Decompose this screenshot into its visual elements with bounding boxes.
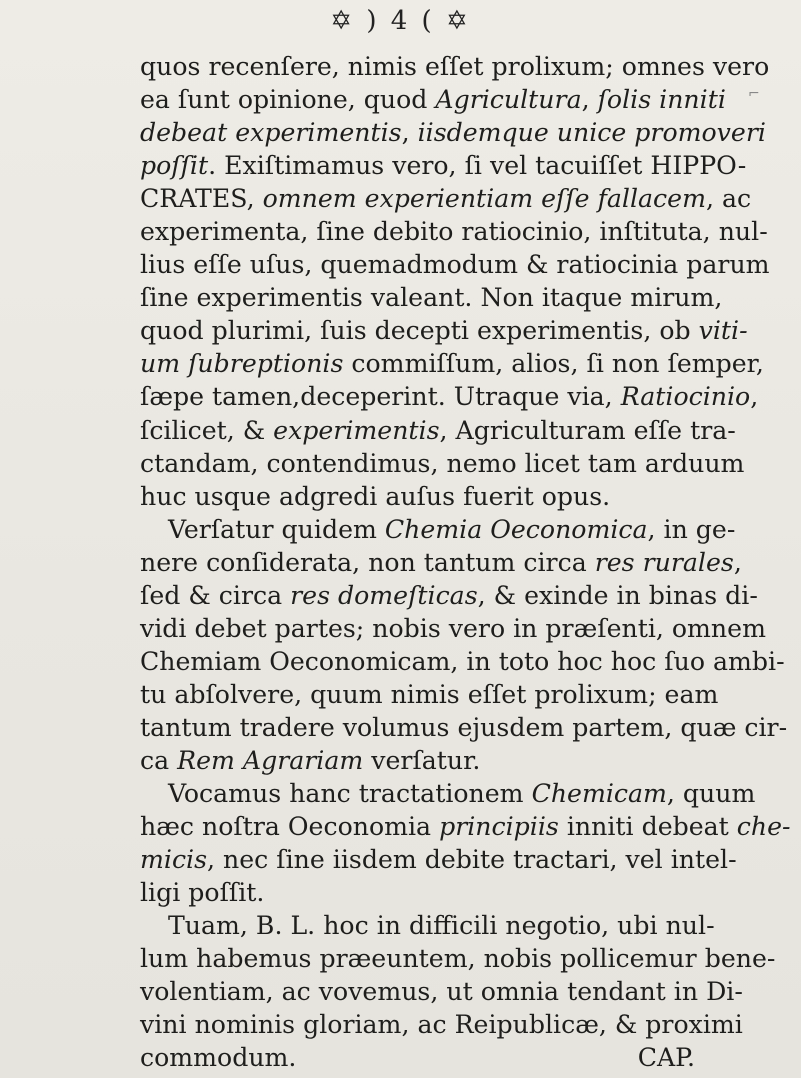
- text-line: [140, 314, 748, 347]
- text-run: ſcilicet, &: [140, 415, 274, 445]
- text-line: [140, 546, 742, 579]
- italic-run: micis: [140, 845, 208, 875]
- text-run: Vocamus hanc tractationem: [168, 779, 532, 809]
- text-run: commiſſum, alios, ſi non ſemper,: [343, 349, 764, 379]
- text-run: ca: [140, 745, 178, 775]
- text-line: [140, 1008, 743, 1041]
- text-line: [140, 579, 758, 612]
- italic-run: res domeſticas: [290, 580, 478, 610]
- page-number: ) 4 (: [366, 6, 435, 36]
- text-line: [140, 248, 770, 281]
- text-run: , in ge-: [647, 514, 736, 544]
- text-run: , Agriculturam eſſe tra-: [439, 415, 736, 445]
- italic-run: ſolis inniti: [597, 85, 726, 115]
- text-line: [140, 645, 785, 678]
- text-run: lius eſſe uſus, quemadmodum & ratiocinia parum: [140, 250, 770, 280]
- text-line: [140, 480, 695, 513]
- text-run: , & exinde in binas di-: [477, 580, 758, 610]
- text-run: , nec ſine iisdem debite tractari, vel intel-: [207, 845, 737, 875]
- paragraph: [140, 513, 788, 777]
- text-run: ſæpe tamen,deceperint. Utraque via,: [140, 382, 621, 412]
- text-run: , quum: [666, 779, 756, 809]
- text-run: . Exiſtimamus vero, ſi vel tacuiſſet HIPPO-: [208, 151, 747, 181]
- text-run: vini nominis gloriam, ac Reipublicæ, & proximi: [140, 1010, 743, 1040]
- text-run: commodum.: [140, 1043, 297, 1073]
- text-line: [140, 744, 695, 777]
- text-line: [140, 149, 747, 182]
- italic-run: experimentis: [273, 415, 440, 445]
- text-run: CAP.: [637, 1043, 695, 1073]
- paragraph: [140, 909, 776, 1074]
- text-run: ea ſunt opinione, quod: [140, 85, 436, 115]
- text-line: [140, 513, 736, 546]
- text-line: [140, 281, 723, 314]
- italic-run: poſſit: [140, 151, 209, 181]
- italic-run: che-: [736, 812, 791, 842]
- text-line: [140, 447, 745, 480]
- italic-run: Rem Agrariam: [177, 745, 364, 775]
- page-header: [0, 6, 801, 36]
- body-text: [140, 50, 791, 1074]
- text-line: [140, 182, 752, 215]
- text-run: lum habemus præeuntem, nobis pollicemur bene-: [140, 944, 776, 974]
- text-line: [140, 843, 737, 876]
- text-line: [140, 612, 766, 645]
- italic-run: Chemicam: [531, 779, 667, 809]
- text-run: ,: [581, 85, 598, 115]
- text-run: tu abſolvere, quum nimis eſſet prolixum; eam: [140, 679, 719, 709]
- text-run: , ac: [705, 184, 752, 214]
- text-line: [140, 1041, 695, 1074]
- text-run: ,: [401, 118, 418, 148]
- text-run: Tuam, B. L. hoc in difficili negotio, ubi nul-: [168, 911, 715, 941]
- text-line: [140, 116, 766, 149]
- text-line: [140, 909, 715, 942]
- text-run: huc usque adgredi auſus fuerit opus.: [140, 481, 611, 511]
- italic-run: principiis: [439, 812, 559, 842]
- text-run: inniti debeat: [558, 812, 737, 842]
- text-line: [140, 711, 788, 744]
- text-line: [140, 347, 764, 380]
- text-run: ctandam, contendimus, nemo licet tam arduum: [140, 448, 745, 478]
- text-line: [140, 678, 719, 711]
- italic-run: res rurales: [594, 547, 734, 577]
- text-run: Verſatur quidem: [168, 514, 385, 544]
- paragraph: [140, 50, 770, 513]
- text-run: vidi debet partes; nobis vero in præſenti, omnem: [140, 613, 766, 643]
- right-star-ornament: ✡: [445, 6, 471, 36]
- text-line: [140, 414, 736, 447]
- text-run: hæc noſtra Oeconomia: [140, 812, 440, 842]
- paragraph: [140, 777, 791, 909]
- text-line: [140, 215, 768, 248]
- text-run: quod plurimi, ſuis decepti experimentis, ob: [140, 316, 699, 346]
- italic-run: debeat experimentis: [140, 118, 402, 148]
- margin-mark: ⌐: [748, 86, 760, 102]
- text-line: [140, 777, 756, 810]
- text-line: [140, 83, 726, 116]
- text-run: ,: [750, 382, 759, 412]
- text-line: [140, 50, 770, 83]
- italic-run: um ſubreptionis: [140, 349, 344, 379]
- text-run: ſine experimentis valeant. Non itaque mirum,: [140, 283, 723, 313]
- italic-run: Ratiocinio: [620, 382, 751, 412]
- text-run: quos recenſere, nimis eſſet prolixum; omnes vero: [140, 52, 770, 81]
- text-run: verſatur.: [363, 745, 481, 775]
- text-run: ſed & circa: [140, 580, 291, 610]
- text-run: CRATES,: [140, 184, 263, 214]
- text-line: [140, 876, 695, 909]
- text-run: nere conſiderata, non tantum circa: [140, 547, 595, 577]
- text-run: volentiam, ac vovemus, ut omnia tendant in Di-: [140, 977, 743, 1007]
- italic-run: iisdemque unice promoveri: [417, 118, 766, 148]
- text-run: experimenta, ſine debito ratiocinio, inſtituta, nul-: [140, 217, 768, 247]
- italic-run: Agricultura: [435, 85, 582, 115]
- text-line: [140, 810, 791, 843]
- italic-run: omnem experientiam eſſe fallacem: [262, 184, 706, 214]
- text-run: Chemiam Oeconomicam, in toto hoc hoc ſuo ambi-: [140, 646, 785, 676]
- italic-run: Chemia Oeconomica: [384, 514, 648, 544]
- text-run: ligi poſſit.: [140, 878, 265, 908]
- text-run: tantum tradere volumus ejusdem partem, quæ cir-: [140, 712, 788, 742]
- text-line: [140, 942, 776, 975]
- left-star-ornament: ✡: [330, 6, 356, 36]
- text-line: [140, 380, 759, 413]
- italic-run: viti-: [698, 316, 748, 346]
- text-run: ,: [733, 547, 742, 577]
- text-line: [140, 975, 743, 1008]
